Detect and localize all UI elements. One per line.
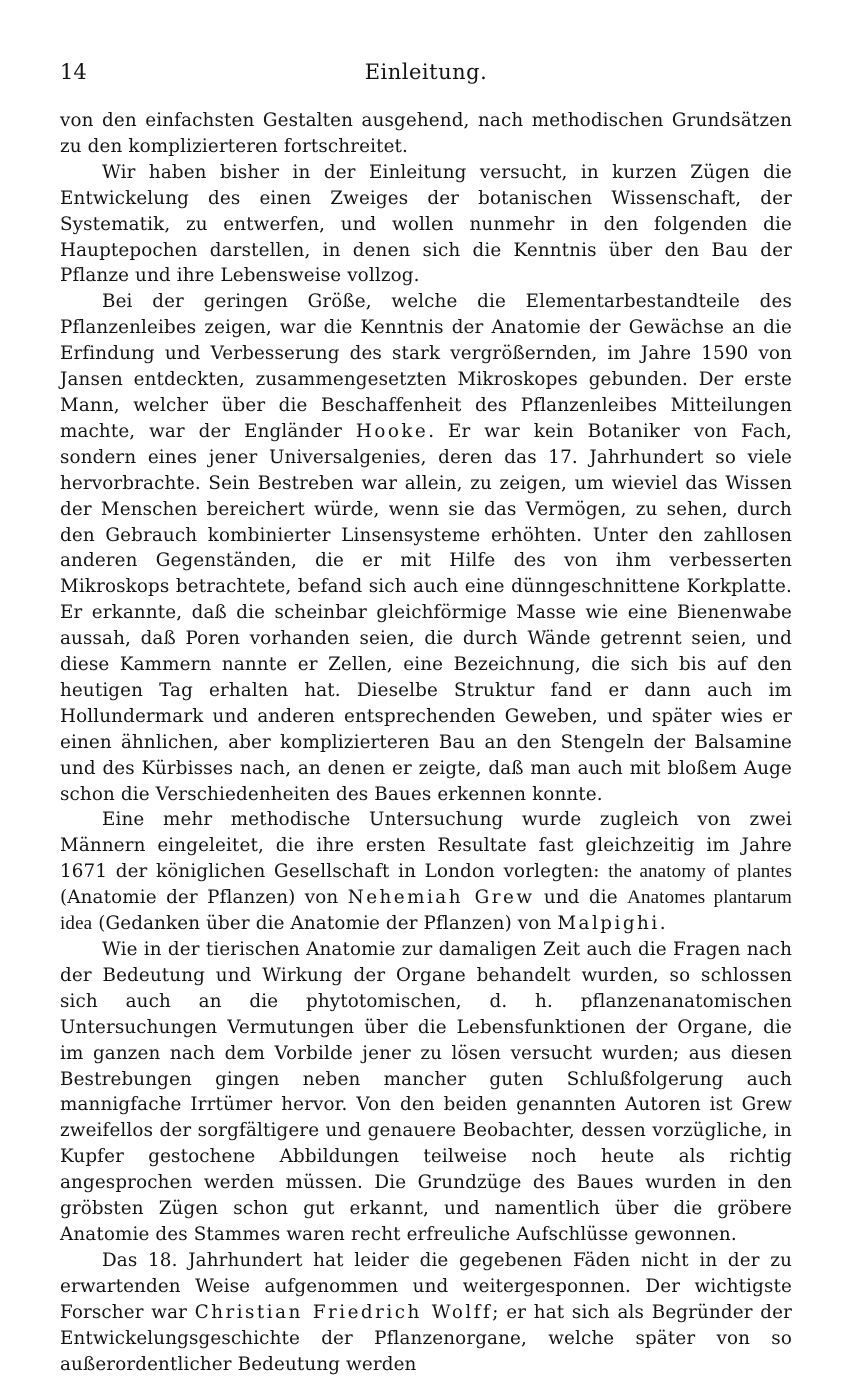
- paragraph: [60, 289, 792, 807]
- running-head: Einleitung.: [364, 60, 488, 84]
- paragraph: [60, 937, 792, 1248]
- text-run: Bei der geringen Größe, welche die Elementarbestandteile des Pflanzenleibes zeigen, war die Kenntnis der Anatomie der Gewächse an die Erfindung und Verbesserung des stark vergrößernden, im Jahre 1590 von Jansen entdeckten, zusammengesetzten Mikroskopes gebunden. Der erste Mann, welcher über die Beschaffenheit des Pflanzenleibes Mitteilungen machte, war der Engländer: [60, 291, 792, 442]
- body-text: [60, 108, 792, 1377]
- latin-title: Anatomes plantarum idea: [60, 887, 792, 935]
- spaced-name: Hooke: [355, 420, 429, 442]
- text-run: und die: [534, 887, 628, 909]
- text-run: (Gedanken über die Anatomie der Pflanzen) von: [92, 913, 558, 935]
- spaced-name: Nehemiah Grew: [347, 887, 535, 909]
- text-run: Wir haben bisher in der Einleitung versucht, in kurzen Zügen die Entwickelung des einen Zweiges der botanischen Wissenschaft, der Systematik, zu entwerfen, und wollen nunmehr in den folgenden die Hauptepochen darstellen, in denen sich die Kenntnis über den Bau der Pflanze und ihre Lebensweise vollzog.: [60, 161, 792, 287]
- page-number: 14: [60, 60, 87, 84]
- text-run: .: [659, 913, 666, 935]
- paragraph: [60, 807, 792, 937]
- latin-title: the anatomy of plantes: [608, 861, 793, 883]
- text-run: Das 18. Jahrhundert hat leider die gegebenen Fäden nicht in der zu erwartenden Weise aufgenommen und weitergesponnen. Der wichtigste Forscher war: [60, 1249, 792, 1323]
- text-run: von den einfachsten Gestalten ausgehend, nach methodischen Grundsätzen zu den komplizierteren fortschreitet.: [60, 110, 792, 157]
- paragraph: [60, 1248, 792, 1378]
- paragraph: [60, 160, 792, 290]
- paragraph: [60, 108, 792, 160]
- page-header: [60, 60, 792, 90]
- text-run: . Er war kein Botaniker von Fach, sondern eines jener Universalgenies, deren das 17. Jahrhundert so viele hervorbrachte. Sein Bestreben war allein, zu zeigen, um wieviel das Wissen der Menschen bereichert würde, wenn sie das Vermögen, zu sehen, durch den Gebrauch kombinierter Linsensysteme erhöhten. Unter den zahllosen anderen Gegenständen, die er mit Hilfe des von ihm verbesserten Mikroskops betrachtete, befand sich auch eine dünngeschnittene Korkplatte. Er erkannte, daß die scheinbar gleichförmige Masse wie eine Bienenwabe aussah, daß Poren vorhanden seien, die durch Wände getrennt seien, und diese Kammern nannte er Zellen, eine Bezeichnung, die sich bis auf den heutigen Tag erhalten hat. Dieselbe Struktur fand er dann auch im Hollundermark und anderen entsprechenden Geweben, und später wies er einen ähnlichen, aber komplizierteren Bau an den Stengeln der Balsamine und des Kürbisses nach, an denen er zeigte, daß man auch mit bloßem Auge schon die Verschiedenheiten des Baues erkennen konnte.: [60, 420, 792, 805]
- text-run: Wie in der tierischen Anatomie zur damaligen Zeit auch die Fragen nach der Bedeutung und Wirkung der Organe behandelt wurden, so schlossen sich auch an die phytotomischen, d. h. pflanzenanatomischen Untersuchungen Vermutungen über die Lebensfunktionen der Organe, die im ganzen nach dem Vorbilde jener zu lösen versucht wurden; aus diesen Bestrebungen gingen neben mancher guten Schlußfolgerung auch mannigfache Irrtümer hervor. Von den beiden genannten Autoren ist Grew zweifellos der sorgfältigere und genauere Beobachter, dessen vorzügliche, in Kupfer gestochene Abbildungen teilweise noch heute als richtig angesprochen werden müssen. Die Grundzüge des Baues wurden in den gröbsten Zügen schon gut erkannt, und namentlich über die gröbere Anatomie des Stammes waren recht erfreuliche Aufschlüsse gewonnen.: [60, 939, 792, 1245]
- text-run: Eine mehr methodische Untersuchung wurde zugleich von zwei Männern eingeleitet, die ihre ersten Resultate fast gleichzeitig im Jahre 1671 der königlichen Gesellschaft in London vorlegten:: [60, 809, 792, 883]
- text-run: (Anatomie der Pflanzen) von: [60, 887, 348, 909]
- spaced-name: Christian Friedrich Wolff: [194, 1301, 493, 1323]
- text-run: ; er hat sich als Begründer der Entwickelungsgeschichte der Pflanzenorgane, welche später von so außerordentlicher Bedeutung werden: [60, 1301, 792, 1375]
- spaced-name: Malpighi: [557, 913, 660, 935]
